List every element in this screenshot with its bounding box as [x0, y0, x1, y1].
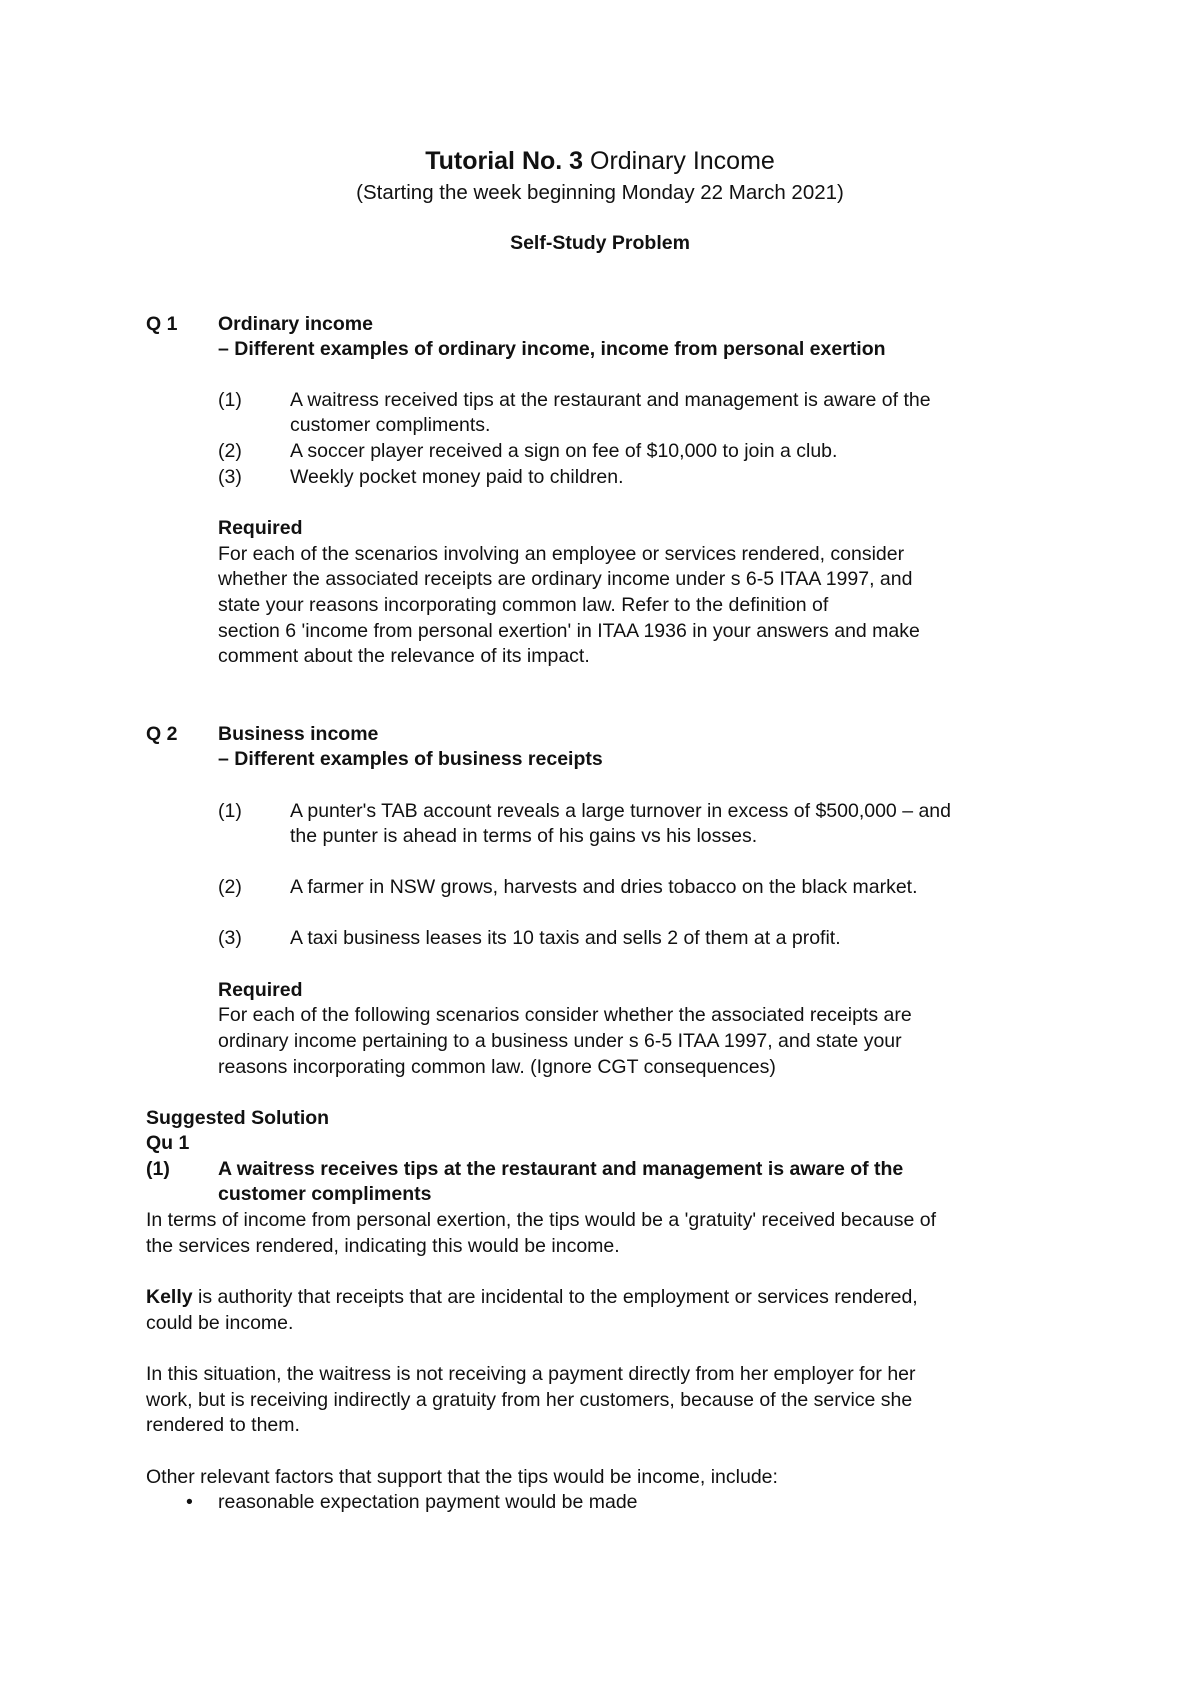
- solution-item-number: (1): [146, 1158, 170, 1180]
- q1-required-line: comment about the relevance of its impact.: [218, 645, 590, 667]
- kelly-text: is authority that receipts that are incidental to the employment or services rendered,: [192, 1286, 918, 1308]
- q1-item-number: (2): [218, 440, 242, 462]
- solution-paragraph-line: could be income.: [146, 1312, 294, 1334]
- bullet-icon: •: [186, 1491, 193, 1513]
- title-rest: Ordinary Income: [583, 147, 775, 175]
- solution-heading: Suggested Solution: [146, 1107, 330, 1129]
- q1-required-line: whether the associated receipts are ordinary income under s 6-5 ITAA 1997, and: [218, 568, 913, 590]
- q1-required-label: Required: [218, 517, 303, 539]
- solution-qu-label: Qu 1: [146, 1132, 190, 1154]
- solution-paragraph-line: work, but is receiving indirectly a gratuity from her customers, because of the service she: [146, 1389, 913, 1411]
- solution-item-heading: customer compliments: [218, 1183, 432, 1205]
- q1-item-text: A soccer player received a sign on fee of $10,000 to join a club.: [290, 440, 838, 462]
- q2-required-line: reasons incorporating common law. (Ignore CGT consequences): [218, 1056, 776, 1078]
- q1-required-line: For each of the scenarios involving an employee or services rendered, consider: [218, 543, 905, 565]
- q2-subheading: – Different examples of business receipts: [218, 748, 603, 770]
- q1-item-text: customer compliments.: [290, 414, 491, 436]
- q2-item-text: A farmer in NSW grows, harvests and dries tobacco on the black market.: [290, 876, 918, 898]
- q1-item-number: (3): [218, 466, 242, 488]
- case-name-kelly: Kelly: [146, 1286, 193, 1308]
- solution-paragraph-line: the services rendered, indicating this would be income.: [146, 1235, 620, 1257]
- q2-item-text: A taxi business leases its 10 taxis and sells 2 of them at a profit.: [290, 927, 841, 949]
- q1-required-line: state your reasons incorporating common law. Refer to the definition of: [218, 594, 829, 616]
- q1-item-text: Weekly pocket money paid to children.: [290, 466, 624, 488]
- q2-item-text: A punter's TAB account reveals a large turnover in excess of $500,000 – and: [290, 800, 951, 822]
- page-title: [0, 146, 1200, 176]
- self-study-heading: Self-Study Problem: [510, 232, 690, 254]
- page-subtitle: (Starting the week beginning Monday 22 March 2021): [356, 181, 844, 204]
- q2-required-line: ordinary income pertaining to a business under s 6-5 ITAA 1997, and state your: [218, 1030, 902, 1052]
- q2-required-label: Required: [218, 979, 303, 1001]
- q1-number: Q 1: [146, 313, 178, 335]
- q2-number: Q 2: [146, 723, 178, 745]
- q2-item-number: (1): [218, 800, 242, 822]
- q1-subheading: – Different examples of ordinary income, income from personal exertion: [218, 338, 886, 360]
- title-bold: Tutorial No. 3: [425, 147, 584, 175]
- solution-paragraph-line: [146, 1285, 1076, 1311]
- q2-heading: Business income: [218, 723, 379, 745]
- q1-heading: Ordinary income: [218, 313, 373, 335]
- solution-paragraph-line: rendered to them.: [146, 1414, 300, 1436]
- solution-item-heading: A waitress receives tips at the restaurant and management is aware of the: [218, 1158, 904, 1180]
- q2-required-line: For each of the following scenarios consider whether the associated receipts are: [218, 1004, 912, 1026]
- q1-required-line: section 6 'income from personal exertion' in ITAA 1936 in your answers and make: [218, 620, 920, 642]
- bullet-item: reasonable expectation payment would be made: [218, 1491, 638, 1513]
- solution-paragraph-line: In terms of income from personal exertion, the tips would be a 'gratuity' received because of: [146, 1209, 937, 1231]
- solution-paragraph-line: Other relevant factors that support that the tips would be income, include:: [146, 1466, 778, 1488]
- q2-item-text: the punter is ahead in terms of his gains vs his losses.: [290, 825, 758, 847]
- q2-item-number: (2): [218, 876, 242, 898]
- solution-paragraph-line: In this situation, the waitress is not receiving a payment directly from her employer for her: [146, 1363, 916, 1385]
- q2-item-number: (3): [218, 927, 242, 949]
- q1-item-text: A waitress received tips at the restaurant and management is aware of the: [290, 389, 931, 411]
- q1-item-number: (1): [218, 389, 242, 411]
